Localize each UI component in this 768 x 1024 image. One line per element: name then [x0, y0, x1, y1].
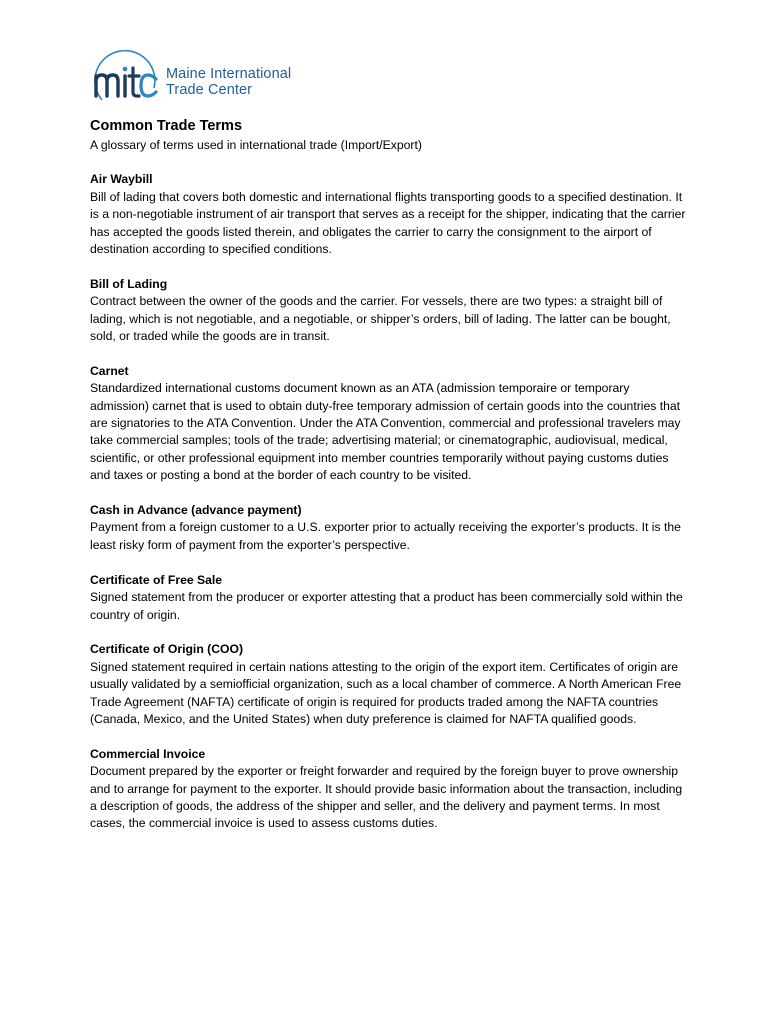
logo-line-1: Maine International — [166, 66, 292, 82]
term-name: Commercial Invoice — [90, 746, 206, 761]
glossary-entry-commercial-invoice — [90, 746, 690, 833]
term-definition: Document prepared by the exporter or freight forwarder and required by the foreign buyer to prove ownership and to arrange for payment to the exporter. It should provide basic information about the transaction, including a description of goods, the address of the shipper and seller, and the delivery and payment terms. In most cases, the commercial invoice is used to assess customs duties. — [90, 764, 683, 831]
term-name: Air Waybill — [90, 172, 153, 187]
document-title: Common Trade Terms — [90, 118, 243, 134]
document-subtitle: A glossary of terms used in international trade (Import/Export) — [90, 138, 422, 152]
mitc-logo — [90, 48, 320, 114]
term-definition: Standardized international customs document known as an ATA (admission temporaire or temporary admission) carnet that is used to obtain duty-free temporary admission of certain goods into the countries that are signatories to the ATA Convention. Under the ATA Convention, commercial and professional travelers may take commercial samples; tools of the trade; advertising material; or cinematographic, audiovisual, medical, scientific, or other professional equipment into member countries temporarily without paying customs duties and taxes or posting a bond at the border of each country to be visited. — [90, 381, 681, 483]
term-name: Carnet — [90, 363, 129, 378]
term-definition: Payment from a foreign customer to a U.S. exporter prior to actually receiving the exporter’s products. It is the least risky form of payment from the exporter’s perspective. — [90, 520, 681, 552]
term-definition: Signed statement from the producer or exporter attesting that a product has been commercially sold within the country of origin. — [90, 590, 683, 622]
term-name: Cash in Advance (advance payment) — [90, 503, 302, 518]
mitc-logo-mark-icon — [90, 48, 162, 114]
term-definition: Contract between the owner of the goods and the carrier. For vessels, there are two types: a straight bill of lading, which is not negotiable, and a negotiable, or shipper’s orders, bill of lading. The latter can be bought, sold, or traded while the goods are in transit. — [90, 294, 671, 344]
glossary-content — [90, 116, 690, 850]
glossary-entry-carnet — [90, 363, 690, 485]
term-name: Certificate of Free Sale — [90, 572, 223, 587]
glossary-entry-certificate-of-origin — [90, 641, 690, 728]
glossary-entry-air-waybill — [90, 171, 690, 258]
glossary-entry-cash-in-advance — [90, 502, 690, 554]
glossary-entry-bill-of-lading — [90, 276, 690, 346]
logo-wordmark — [166, 66, 291, 98]
term-name: Bill of Lading — [90, 276, 168, 291]
term-definition: Bill of lading that covers both domestic and international flights transporting goods to a specified destination. It is a non-negotiable instrument of air transport that serves as a receipt for the shipper, indicating that the carrier has accepted the goods listed therein, and obligates the carrier to carry the consignment to the airport of destination according to specified conditions. — [90, 189, 686, 257]
term-definition: Signed statement required in certain nations attesting to the origin of the export item. Certificates of origin are usually validated by a semiofficial organization, such as a local chamber of commerce. A North American Free Trade Agreement (NAFTA) certificate of origin is required for products traded among the NAFTA countries (Canada, Mexico, and the United States) when duty preference is claimed for NAFTA qualified goods. — [90, 659, 682, 726]
glossary-entry-certificate-of-free-sale — [90, 572, 690, 624]
term-name: Certificate of Origin (COO) — [90, 642, 244, 657]
logo-line-2: Trade Center — [166, 82, 253, 98]
